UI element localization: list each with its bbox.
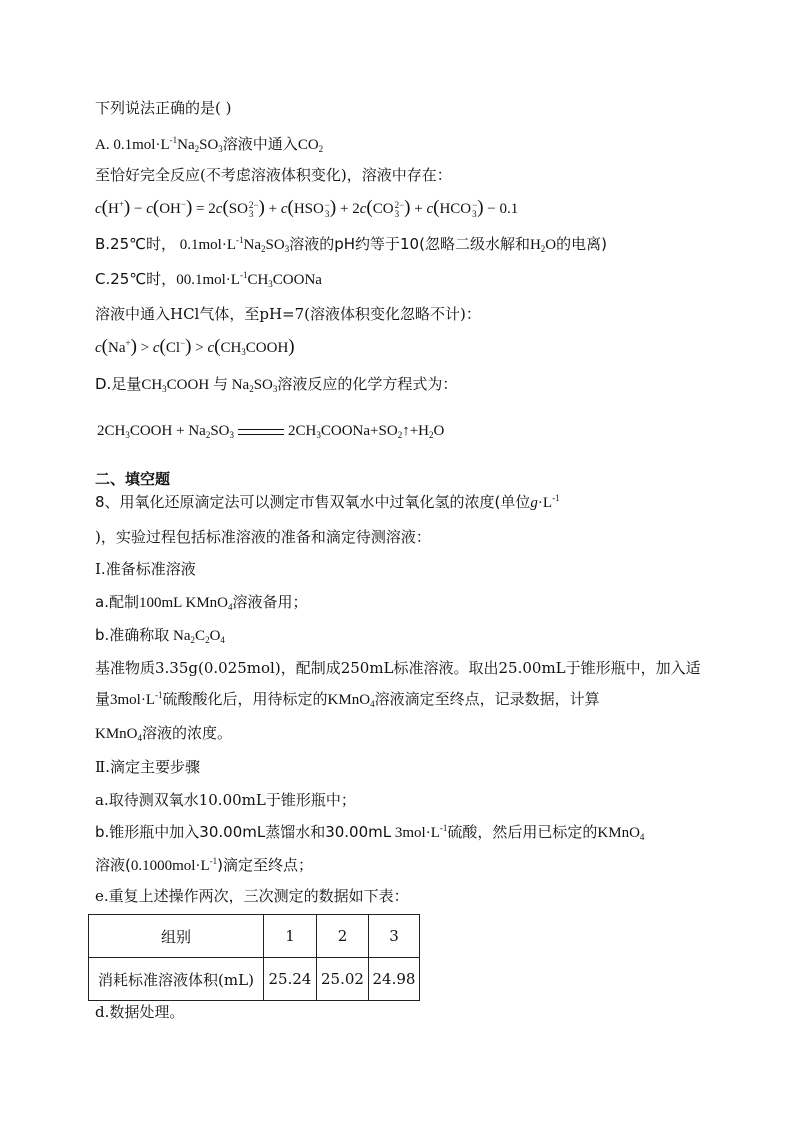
- part1-title: Ⅰ.准备标准溶液: [95, 560, 196, 578]
- titration-step-e: e.重复上述操作两次，三次测定的数据如下表：: [95, 887, 409, 905]
- option-c-inequality: $c(Na^+) > c(Cl^-) > c(CH_3COOH)$: [95, 336, 295, 357]
- table-header-cell: 2: [317, 915, 369, 958]
- option-c-line1: C.25℃时，$00.1mol\cdot L^{-1}CH_3COONa$: [95, 270, 322, 289]
- q8-line2: )，实验过程包括标准溶液的准备和滴定待测溶液：: [95, 528, 431, 546]
- table-row: [89, 958, 420, 1001]
- option-d: D.足量$CH_3COOH$ 与 $Na_2SO_3$溶液反应的化学方程式为：: [95, 375, 458, 394]
- part2-title: Ⅱ.滴定主要步骤: [95, 758, 200, 776]
- table-cell: 24.98: [369, 958, 420, 1001]
- q8-line1: 8、用氧化还原滴定法可以测定市售双氧水中过氧化氢的浓度(单位$g\cdot L^{-1}$: [95, 493, 560, 511]
- option-b: B.25℃时， $0.1mol\cdot L^{-1}Na_2SO_3$溶液的pH约等于10(忽略二级水解和$H_2O$的电离): [95, 235, 607, 254]
- table-cell: 消耗标准溶液体积(mL): [89, 958, 264, 1001]
- prep-step-b-line3: 量$3mol\cdot L^{-1}$硫酸酸化后，用待标定的KMnO$_4$溶液滴定至终点，记录数据，计算: [95, 690, 600, 709]
- option-a-label: A.: [95, 137, 110, 153]
- option-c-line2: 溶液中通入HCl气体，至pH=7(溶液体积变化忽略不计)：: [95, 305, 481, 323]
- table-header-cell: 组别: [89, 915, 264, 958]
- titration-step-d: d.数据处理。: [95, 1003, 185, 1021]
- question-stem: 下列说法正确的是( ): [95, 99, 232, 117]
- prep-step-a: a.配制100mL KMnO$_4$溶液备用；: [95, 593, 308, 612]
- titration-step-b: b.锥形瓶中加入30.00mL蒸馏水和30.00mL $3mol\cdot L^{-1}$硫酸，然后用已标定的KMnO$_4$: [95, 823, 645, 842]
- table-cell: 25.24: [264, 958, 317, 1001]
- option-a-equation: c(H+) − c(OH−) = 2c(SO 2− 3 ) + c(HSO − 3 ) + 2c(CO 2− 3 ) + c(HCO − 3 ) − 0.1: [95, 197, 519, 219]
- gas-up-arrow: ↑: [402, 423, 410, 439]
- equals-arrow: [238, 429, 284, 435]
- titration-step-b-line2: 溶液$(0.1000mol\cdot L^{-1})$滴定至终点；: [95, 856, 313, 874]
- option-a-line2: 至恰好完全反应(不考虑溶液体积变化)，溶液中存在：: [95, 166, 452, 184]
- option-d-reaction: $2CH_3COOH + Na_2SO_3$ $2CH_3COONa+SO_2↑+H_2O$: [97, 423, 445, 440]
- prep-step-b-line2: 基准物质3.35g(0.025mol)，配制成250mL标准溶液。取出25.00mL于锥形瓶中，加入适: [95, 659, 701, 677]
- table-header-cell: 1: [264, 915, 317, 958]
- table-cell: 25.02: [317, 958, 369, 1001]
- option-a-line1: A. $0.1mol\cdot L^{-1}Na_2SO_3$溶液中通入$CO_2$: [95, 135, 324, 154]
- table-header-row: [89, 915, 420, 958]
- section-title: 二、填空题: [95, 470, 171, 488]
- titration-data-table: [88, 914, 420, 1001]
- titration-step-a: a.取待测双氧水10.00mL于锥形瓶中；: [95, 791, 356, 809]
- prep-step-b-line4: KMnO$_4$溶液的浓度。: [95, 724, 233, 743]
- prep-step-b: b.准确称取 $Na_2C_2O_4$: [95, 626, 225, 645]
- table-header-cell: 3: [369, 915, 420, 958]
